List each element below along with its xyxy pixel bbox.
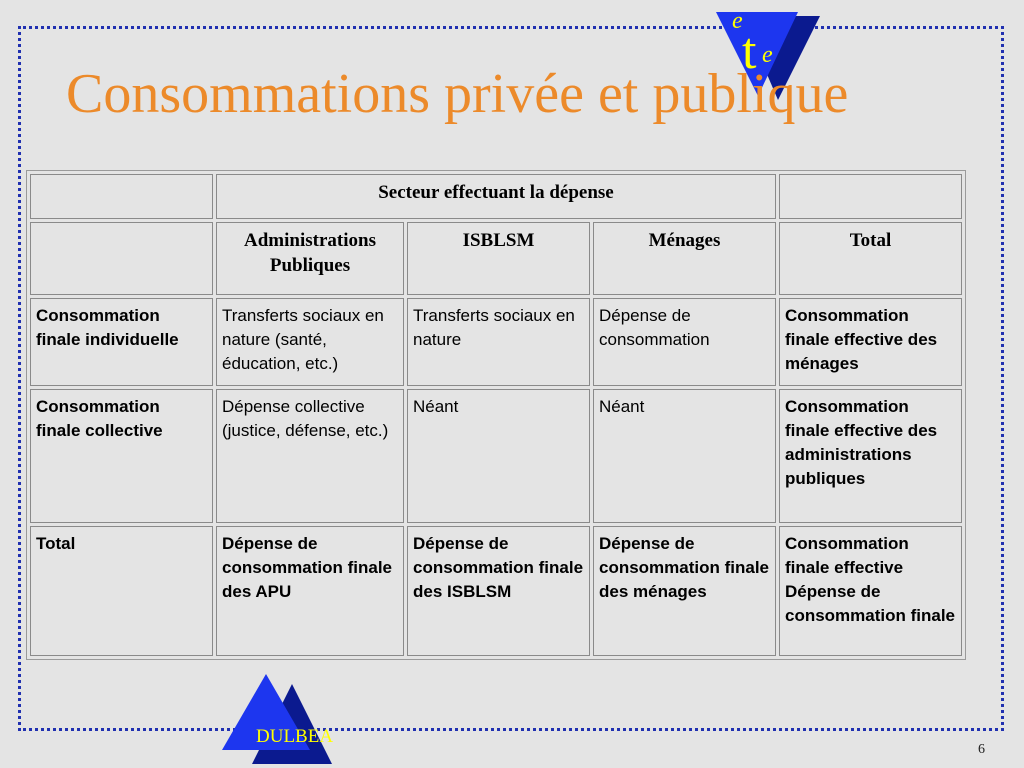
table-cell: Dépense de consommation (593, 298, 776, 386)
consumption-table (26, 170, 966, 660)
empty-cell (30, 222, 213, 295)
header-line: Administrations (244, 230, 376, 251)
empty-cell (30, 174, 213, 219)
logo-letter-t: t (742, 23, 757, 80)
table-cell: Dépense de consommation finale des ménages (593, 526, 776, 656)
page-number: 6 (978, 742, 985, 757)
page-title: Consommations privée et publique (66, 63, 849, 125)
dulbea-triangle-logo-icon (218, 672, 366, 768)
table-cell: Transferts sociaux en nature (407, 298, 590, 386)
row-label: Total (30, 526, 213, 656)
row-label: Consommation finale collective (30, 389, 213, 523)
column-header-total (779, 222, 962, 295)
table-cell: Consommation finale effective des administrations publiques (779, 389, 962, 523)
column-header-menages (593, 222, 776, 295)
table-row (30, 222, 962, 295)
empty-cell (779, 174, 962, 219)
table-row (30, 526, 962, 656)
table-cell: Dépense collective (justice, défense, etc.) (216, 389, 404, 523)
header-line: Total (849, 230, 892, 251)
table-row (30, 174, 962, 219)
table-cell: Néant (593, 389, 776, 523)
header-line: ISBLSM (462, 230, 535, 251)
table-cell: Dépense de consommation finale des APU (216, 526, 404, 656)
table-row (30, 298, 962, 386)
table-cell: Dépense de consommation finale des ISBLSM (407, 526, 590, 656)
row-label: Consommation finale individuelle (30, 298, 213, 386)
column-header-isblsm (407, 222, 590, 295)
table-cell: Transferts sociaux en nature (santé, éducation, etc.) (216, 298, 404, 386)
logo-dulbea-text: DULBEA (256, 726, 334, 747)
table-cell: Consommation finale effective des ménages (779, 298, 962, 386)
logo-letter-e-bottom: e (762, 42, 773, 68)
logo-letter-e-top: e (732, 8, 743, 34)
header-line: Ménages (648, 230, 721, 251)
span-header-cell: Secteur effectuant la dépense (216, 174, 776, 219)
cell-line: Consommation finale effective (784, 534, 909, 577)
table-row (30, 389, 962, 523)
header-line: Publiques (269, 255, 351, 276)
table-cell (779, 526, 962, 656)
column-header-apu (216, 222, 404, 295)
table-cell: Néant (407, 389, 590, 523)
cell-line: Dépense de consommation finale (784, 582, 956, 625)
